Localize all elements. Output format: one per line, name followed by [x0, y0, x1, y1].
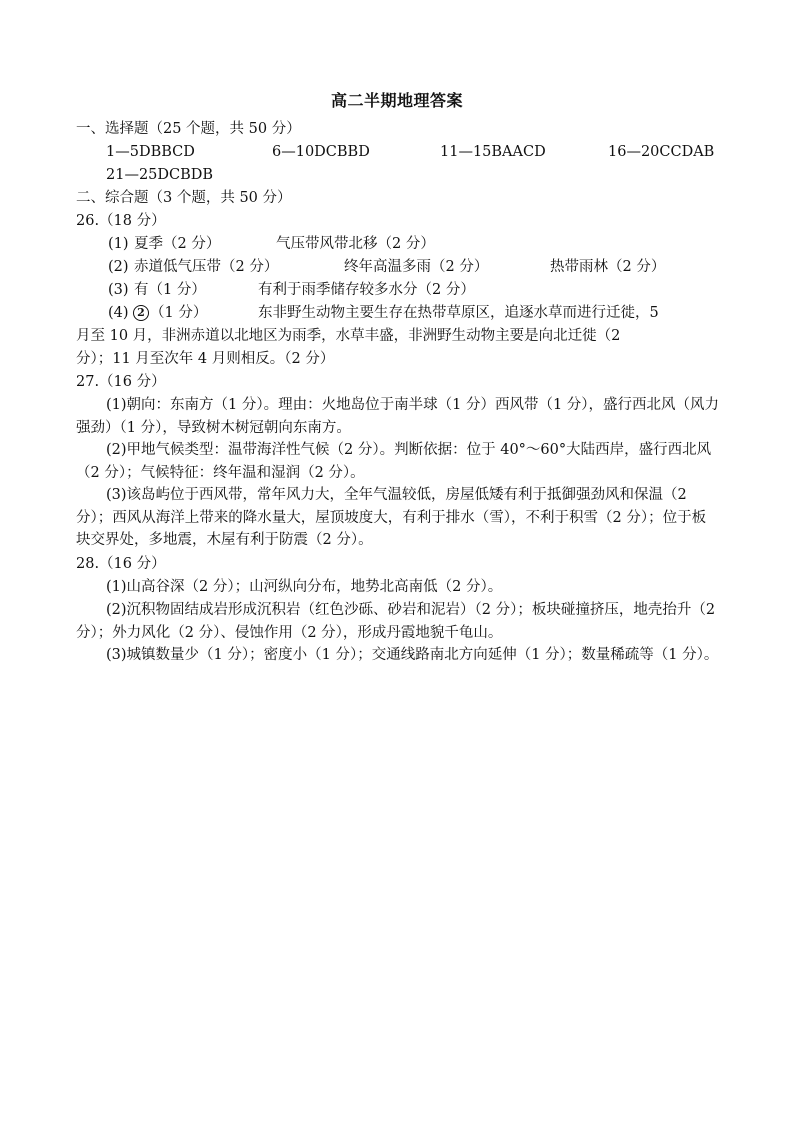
q26-heading: 26.（18 分） [76, 213, 166, 229]
answer-text: （1 分） [150, 305, 208, 321]
answer-text: 有利于雨季储存较多水分（2 分） [258, 282, 475, 298]
part-number: (2) [108, 259, 129, 275]
part-number: (1) [108, 236, 129, 252]
choice-answer-11-15: 11—15BAACD [440, 144, 546, 160]
choice-answer-16-20: 16—20CCDAB [608, 144, 715, 160]
q27-part-3: (3)该岛屿位于西风带，常年风力大，全年气温较低，房屋低矮有利于抵御强劲风和保温（2 分）；西风从海洋上带来的降水量大，屋顶坡度大，有利于排水（雪），不利于积雪（2 分）；位于板块交界处，多地震，木屋有利于防震（2 分）。 [76, 487, 707, 548]
q27-part-1: (1)朝向：东南方（1 分）。理由：火地岛位于南半球（1 分）西风带（1 分），盛行西北风（风力强劲）（1 分），导致树木树冠朝向东南方。 [76, 397, 720, 436]
part-number: (4) [108, 305, 129, 321]
part-number: (3) [108, 282, 129, 298]
answer-text: 终年高温多雨（2 分） [344, 259, 489, 275]
section-choice-heading: 一、选择题（25 个题，共 50 分） [76, 121, 301, 137]
choice-answer-1-5: 1—5DBBCD [106, 144, 195, 160]
q28-heading: 28.（16 分） [76, 556, 166, 572]
section-comprehensive-heading: 二、综合题（3 个题，共 50 分） [76, 190, 292, 206]
q28-part-3: (3)城镇数量少（1 分）；密度小（1 分）；交通线路南北方向延伸（1 分）；数量稀疏等（1 分）。 [106, 647, 719, 663]
answer-text: 夏季（2 分） [134, 236, 221, 252]
answer-text: 气压带风带北移（2 分） [276, 236, 435, 252]
choice-answer-6-10: 6—10DCBBD [272, 144, 370, 160]
q26-part-4-line3: 分）；11 月至次年 4 月则相反。（2 分） [76, 351, 335, 367]
q28-part-1: (1)山高谷深（2 分）；山河纵向分布，地势北高南低（2 分）。 [106, 579, 503, 595]
q28-part-2: (2)沉积物固结成岩形成沉积岩（红色沙砾、砂岩和泥岩）（2 分）；板块碰撞挤压，地壳抬升（2 分）；外力风化（2 分）、侵蚀作用（2 分），形成丹霞地貌千龟山。 [76, 602, 716, 641]
answer-text: 东非野生动物主要生存在热带草原区，追逐水草而进行迁徙，5 [258, 305, 659, 321]
answer-text: 有（1 分） [134, 282, 206, 298]
answer-text: 赤道低气压带（2 分） [134, 259, 279, 275]
answer-text: 热带雨林（2 分） [550, 259, 666, 275]
q27-part-2: (2)甲地气候类型：温带海洋性气候（2 分）。判断依据：位于 40°～60°大陆西岸，盛行西北风（2 分）；气候特征：终年温和湿润（2 分）。 [76, 442, 712, 481]
choice-answer-21-25: 21—25DCBDB [106, 167, 214, 183]
q27-heading: 27.（16 分） [76, 374, 166, 390]
circled-number: 2 [133, 305, 149, 321]
circled-option [133, 302, 149, 324]
page-title: 高二半期地理答案 [330, 91, 463, 110]
q26-part-4-line2: 月至 10 月，非洲赤道以北地区为雨季，水草丰盛，非洲野生动物主要是向北迁徙（2 [76, 328, 621, 344]
